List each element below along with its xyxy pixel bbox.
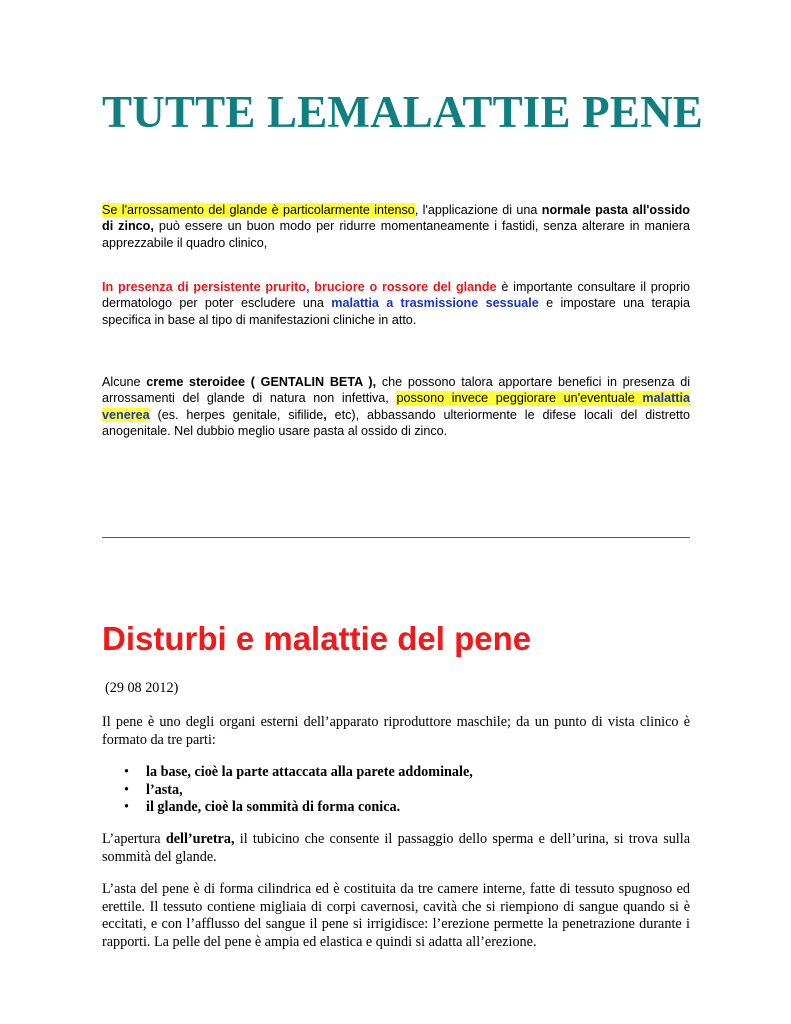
section-title: Disturbi e malattie del pene: [102, 620, 532, 657]
page-title: TUTTE LEMALATTIE PENE: [102, 87, 703, 137]
paragraph-zinc-paste: [102, 202, 690, 251]
highlighted-blue-text: malattia venerea: [102, 391, 690, 422]
paragraph-shaft: L’asta del pene è di forma cilindrica ed è costituita da tre camere interne, fatte di tessuto spugnoso ed erettile. Il tessuto contiene migliaia di corpi cavernosi, cavità che si riempiono di sangue quando si è eccitati, e con l’afflusso del sangue il pene si irrigidisce: l’erezione permette la penetrazione durante i rapporti. La pelle del pene è ampia ed elastica e quindi si adatta all’erezione.: [102, 881, 690, 950]
bold-text: creme steroidee ( GENTALIN BETA ),: [146, 375, 377, 389]
text-run: etc), abbassando ulteriormente le difese locali del distretto anogenitale. Nel dubbio meglio usare pasta al ossido di zinco.: [102, 407, 690, 439]
text-run: , l'applicazione di una: [414, 203, 542, 217]
horizontal-divider: [102, 537, 690, 538]
paragraph-dermatologist: [102, 279, 690, 328]
paragraph-steroid-creams: [102, 374, 690, 440]
date-label: (29 08 2012): [105, 680, 179, 696]
paragraph-intro: Il pene è uno degli organi esterni dell’apparato riproduttore maschile; da un punto di vista clinico è formato da tre parti:: [102, 714, 690, 748]
bold-text: dell’uretra,: [165, 831, 235, 847]
red-bold-text: In presenza di persistente prurito, bruciore o rossore del glande: [102, 280, 497, 294]
paragraph-urethra: [102, 831, 690, 866]
text-run: è importante consultare il proprio dermatologo per poter escludere una: [102, 280, 690, 311]
parts-list: [102, 764, 690, 817]
blue-bold-text: malattia a trasmissione sessuale: [331, 296, 539, 311]
text-run: L’apertura: [102, 831, 166, 847]
text-run: può essere un buon modo per ridurre momentaneamente i fastidi, senza alterare in maniera apprezzabile il quadro clinico,: [102, 219, 691, 250]
text-run: che possono talora apportare benefici in presenza di arrossamenti del glande di natura non infettiva,: [102, 375, 691, 406]
bold-text: normale pasta all'ossido di zinco,: [102, 203, 690, 234]
text-run: e impostare una terapia specifica in base al tipo di manifestazioni cliniche in atto.: [102, 296, 690, 327]
text-run: (es. herpes genitale, sifilide: [149, 407, 324, 422]
bold-text: ,: [323, 407, 327, 422]
list-item: • la base, cioè la parte attaccata alla parete addominale,: [102, 764, 690, 782]
highlighted-text: possono invece peggiorare un'eventuale: [396, 391, 643, 406]
highlighted-text: Se l'arrossamento del glande è particolarmente intenso: [102, 203, 415, 217]
list-item: • l’asta,: [102, 782, 690, 800]
text-run: il tubicino che consente il passaggio dello sperma e dell’urina, si trova sulla sommità del glande.: [102, 831, 690, 865]
text-run: Alcune: [102, 375, 147, 389]
list-item: • il glande, cioè la sommità di forma conica.: [102, 799, 690, 817]
